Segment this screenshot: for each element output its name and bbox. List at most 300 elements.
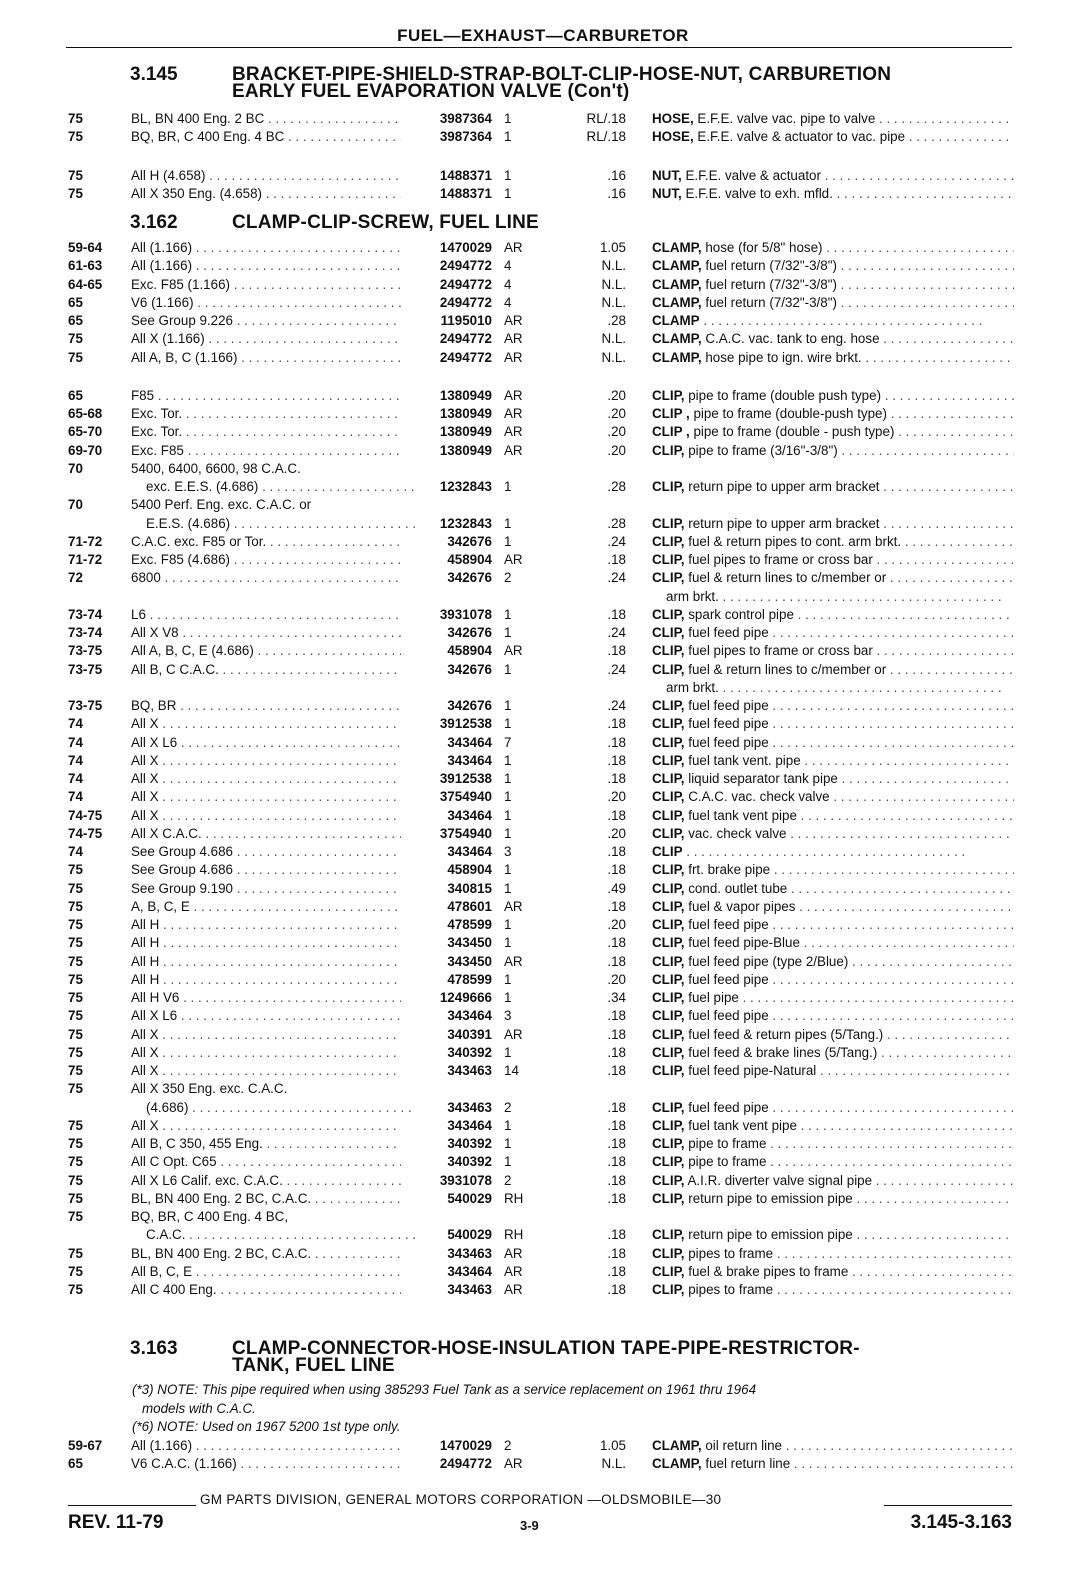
row-part-number: 1232843 [439, 479, 492, 494]
row-part-name: CLIP, [652, 771, 685, 786]
row-description-text: return pipe to upper arm bracket [688, 515, 880, 531]
row-part-name: CLIP, [652, 1099, 685, 1115]
row-quantity: 1 [504, 661, 512, 677]
row-part-name: HOSE, [652, 129, 694, 145]
row-quantity: 1 [504, 1044, 512, 1060]
row-description [652, 110, 1014, 128]
row-model: All X . . . [131, 752, 401, 770]
row-model: All B, C 350, 455 Eng. . . . [131, 1135, 401, 1153]
row-year: 59-67 [68, 1438, 103, 1453]
row-model: All A, B, C, E (4.686) . . . [131, 642, 401, 660]
row-description [652, 1135, 1014, 1153]
row-price: 1.05 [599, 240, 626, 255]
row-description-text: fuel return (7/32"-3/8") [705, 276, 837, 292]
row-description-text: C.A.C. vac. check valve [688, 789, 830, 805]
row-part-number: 1380949 [439, 442, 492, 458]
row-description-text: pipe to frame [688, 1136, 767, 1151]
row-part-name: CLIP, [652, 387, 685, 403]
table-row [0, 312, 1086, 330]
row-price: .18 [607, 1263, 626, 1279]
row-price: .18 [607, 643, 626, 659]
row-part-name: CLIP, [652, 533, 685, 549]
row-quantity: AR [504, 387, 523, 403]
table-row-continued-model [0, 460, 1086, 478]
row-quantity: 3 [504, 844, 512, 859]
table-row [0, 734, 1086, 752]
row-year: 75 [68, 167, 83, 183]
row-description [652, 953, 1014, 971]
table-row [0, 715, 1086, 733]
row-part-number: 1488371 [439, 185, 492, 201]
row-part-name: CLAMP, [652, 276, 702, 292]
row-price: .18 [607, 1245, 626, 1261]
table-row [0, 825, 1086, 843]
row-model: All H . . . [131, 934, 401, 952]
row-part-number: 343464 [447, 752, 492, 768]
row-model: All X . . . [131, 1026, 401, 1044]
row-part-name: CLAMP, [652, 258, 702, 274]
row-description-text: fuel feed & brake lines (5/Tang.) [688, 1044, 878, 1060]
row-price: .16 [607, 167, 626, 183]
row-part-name: CLIP, [652, 442, 685, 458]
row-description-text: return pipe to emission pipe [688, 1227, 853, 1243]
row-quantity: 1 [504, 625, 512, 640]
row-model: All C 400 Eng. . . . [131, 1281, 401, 1299]
row-year: 75 [68, 862, 83, 878]
row-part-number: 343463 [447, 1063, 492, 1078]
row-description-text: fuel return line [705, 1456, 791, 1472]
row-description [652, 1007, 1014, 1025]
table-row-continued-model [0, 1080, 1086, 1098]
row-part-number: 458904 [447, 643, 492, 659]
row-part-number: 343464 [447, 1263, 492, 1279]
row-model: 5400 Perf. Eng. exc. C.A.C. or [131, 497, 312, 513]
row-part-name: CLIP, [652, 552, 685, 567]
row-description [652, 752, 1014, 770]
row-description-text: A.I.R. diverter valve signal pipe [687, 1172, 873, 1188]
row-description [652, 330, 1014, 348]
row-year: 75 [68, 917, 83, 932]
row-part-number: 343464 [447, 807, 492, 823]
row-description-text: pipe to frame (3/16"-3/8") [688, 442, 838, 458]
row-part-number: 340392 [447, 1136, 492, 1151]
row-description-text: fuel & return lines to c/member or [688, 570, 887, 586]
row-part-name: CLIP, [652, 643, 685, 659]
row-part-number: 1470029 [439, 1438, 492, 1453]
row-year: 75 [68, 1190, 83, 1206]
row-description [652, 898, 1014, 916]
row-description [652, 442, 1014, 460]
row-part-number: 2494772 [439, 294, 492, 310]
row-description [652, 788, 1014, 806]
row-model: All X L6 . . . [131, 734, 401, 752]
row-quantity: 1 [504, 606, 512, 622]
table-row [0, 1437, 1086, 1455]
row-model: All X . . . [131, 788, 401, 806]
row-description [652, 1437, 1014, 1455]
section-number: 3.163 [130, 1338, 178, 1359]
row-part-name: CLIP, [652, 515, 685, 531]
row-description [652, 276, 1014, 294]
row-part-name: CLIP, [652, 1063, 685, 1078]
row-price: N.L. [601, 349, 626, 365]
table-row [0, 294, 1086, 312]
table-row [0, 898, 1086, 916]
row-model: See Group 4.686 . . . [131, 861, 401, 879]
row-quantity: RH [504, 1227, 524, 1243]
row-year: 75 [68, 1026, 83, 1042]
row-price: N.L. [601, 1456, 626, 1472]
row-part-number: 2494772 [439, 276, 492, 292]
row-year: 73-74 [68, 606, 103, 622]
row-description-text: return pipe to upper arm bracket [688, 479, 880, 494]
row-year: 74 [68, 716, 83, 732]
section-title: BRACKET-PIPE-SHIELD-STRAP-BOLT-CLIP-HOSE-NUT, CARBURETION [232, 64, 892, 85]
row-year: 65 [68, 313, 83, 328]
row-description-text: hose pipe to ign. wire brkt. [705, 349, 862, 365]
row-model: V6 (1.166) . . . [131, 294, 401, 312]
row-year: 65 [68, 1456, 83, 1472]
section-range: 3.145-3.163 [910, 1512, 1012, 1533]
row-part-number: 3754940 [439, 825, 492, 841]
row-price: .28 [607, 313, 626, 328]
row-price: .24 [607, 625, 626, 640]
row-model: F85 . . . [131, 387, 401, 405]
row-quantity: 2 [504, 1172, 512, 1188]
row-description-text: fuel feed pipe [688, 625, 769, 640]
table-row [0, 1099, 1086, 1117]
row-year: 75 [68, 331, 83, 347]
row-quantity: 7 [504, 734, 512, 750]
row-description [652, 1099, 1014, 1117]
row-part-number: 343463 [447, 1282, 492, 1297]
row-quantity: AR [504, 1263, 523, 1279]
row-part-number: 342676 [447, 533, 492, 549]
row-year: 75 [68, 971, 83, 987]
row-price: N.L. [601, 331, 626, 347]
table-row [0, 953, 1086, 971]
row-part-name: CLIP, [652, 825, 685, 841]
row-year: 73-75 [68, 698, 103, 713]
row-part-name: CLAMP, [652, 349, 702, 365]
table-row [0, 880, 1086, 898]
section-title: CLAMP-CLIP-SCREW, FUEL LINE [232, 212, 539, 233]
table-row [0, 1044, 1086, 1062]
row-price: .16 [607, 185, 626, 201]
row-price: .18 [607, 1136, 626, 1151]
row-quantity: 1 [504, 698, 512, 713]
row-model: All H . . . [131, 916, 401, 934]
row-year: 74-75 [68, 825, 103, 841]
row-model: See Group 4.686 . . . [131, 843, 401, 861]
row-part-number: 343464 [447, 734, 492, 750]
row-description [652, 423, 1014, 441]
row-part-name: CLIP [652, 844, 683, 859]
row-description [652, 1455, 1014, 1473]
row-description [652, 770, 1014, 788]
row-price: .18 [607, 1044, 626, 1060]
row-description [652, 1172, 1014, 1190]
row-description [652, 1117, 1014, 1135]
row-part-name: CLIP, [652, 1026, 685, 1042]
row-description [652, 257, 1014, 275]
row-description-text: fuel tank vent pipe [688, 807, 797, 823]
row-description [652, 1263, 1014, 1281]
row-description [652, 825, 1014, 843]
row-model: V6 C.A.C. (1.166) . . . [131, 1455, 401, 1473]
row-price: .24 [607, 661, 626, 677]
row-part-name: CLIP, [652, 698, 685, 713]
table-row [0, 110, 1086, 128]
row-part-number: 343463 [447, 1245, 492, 1261]
row-price: .18 [607, 1026, 626, 1042]
row-quantity: 1 [504, 185, 512, 201]
table-row [0, 185, 1086, 203]
row-model: All (1.166) . . . [131, 239, 401, 257]
row-part-name: CLAMP, [652, 294, 702, 310]
row-description [652, 861, 1014, 879]
row-quantity: 1 [504, 716, 512, 732]
row-description-text: fuel return (7/32"-3/8") [705, 294, 837, 310]
row-year: 75 [68, 990, 83, 1005]
row-part-number: 343464 [447, 1117, 492, 1133]
row-quantity: RH [504, 1190, 524, 1206]
row-model: L6 . . . [131, 606, 401, 624]
row-model: (4.686) . . . [146, 1099, 416, 1117]
row-price: .20 [607, 387, 626, 403]
row-model: All (1.166) . . . [131, 257, 401, 275]
row-part-number: 342676 [447, 661, 492, 677]
row-price: .18 [607, 552, 626, 567]
section-number: 3.145 [130, 64, 178, 85]
row-part-number: 343450 [447, 935, 492, 951]
row-price: .18 [607, 1063, 626, 1078]
row-quantity: 3 [504, 1008, 512, 1024]
footer-rule-left [68, 1505, 196, 1506]
row-year: 75 [68, 1044, 83, 1060]
row-description-text: fuel feed pipe [688, 917, 769, 932]
section-note: (*3) NOTE: This pipe required when using 385293 Fuel Tank as a service replacement on 1961 thru 1964 [132, 1382, 757, 1397]
row-part-name: CLIP, [652, 917, 685, 932]
row-quantity: AR [504, 349, 523, 365]
row-part-name: CLIP, [652, 479, 685, 494]
row-description [652, 642, 1014, 660]
row-part-name: CLIP, [652, 1172, 685, 1188]
row-price: .20 [607, 406, 626, 421]
table-row [0, 1281, 1086, 1299]
row-model: Exc. Tor. . . . [131, 423, 401, 441]
row-part-name: CLIP, [652, 971, 685, 987]
row-description-text: fuel tank vent. pipe [688, 752, 801, 768]
row-year: 74 [68, 844, 83, 859]
row-description-text: spark control pipe [688, 606, 794, 622]
row-part-name: NUT, [652, 167, 682, 183]
table-row [0, 405, 1086, 423]
table-row [0, 533, 1086, 551]
row-year: 65-70 [68, 424, 103, 440]
row-part-number: 3931078 [439, 606, 492, 622]
row-part-name: CLAMP [652, 313, 700, 328]
row-year: 70 [68, 497, 83, 513]
row-part-name: NUT, [652, 185, 682, 201]
table-row [0, 1153, 1086, 1171]
row-part-number: 340392 [447, 1154, 492, 1170]
row-quantity: AR [504, 240, 523, 255]
row-year: 73-75 [68, 643, 103, 659]
table-row [0, 167, 1086, 185]
row-description [652, 185, 1014, 203]
row-quantity: AR [504, 643, 523, 659]
row-part-name: CLIP, [652, 807, 685, 823]
table-row [0, 276, 1086, 294]
row-year: 70 [68, 460, 83, 476]
table-row [0, 349, 1086, 367]
section-title-continued: EARLY FUEL EVAPORATION VALVE (Con't) [232, 81, 630, 102]
row-part-number: 540029 [447, 1227, 492, 1243]
row-part-name: CLIP, [652, 1282, 685, 1297]
page-number: 3-9 [520, 1518, 539, 1533]
row-year: 75 [68, 1209, 83, 1224]
row-description [652, 934, 1014, 952]
row-price: N.L. [601, 276, 626, 292]
row-model: BQ, BR, C 400 Eng. 4 BC . . . [131, 128, 401, 146]
row-part-number: 1380949 [439, 406, 492, 421]
row-price: .18 [607, 844, 626, 859]
row-year: 75 [68, 1063, 83, 1078]
row-year: 74 [68, 771, 83, 786]
row-description-text: fuel return (7/32"-3/8") [705, 258, 837, 274]
row-model: All X (1.166) . . . [131, 330, 401, 348]
row-description-text: hose (for 5/8" hose) [705, 240, 823, 255]
row-quantity: 2 [504, 1099, 512, 1115]
row-description [652, 167, 1014, 185]
row-part-name: CLAMP, [652, 331, 702, 347]
row-year: 75 [68, 1154, 83, 1170]
table-row [0, 1007, 1086, 1025]
row-quantity: 1 [504, 935, 512, 951]
table-row [0, 661, 1086, 679]
row-part-name: CLAMP, [652, 240, 702, 255]
row-quantity: 2 [504, 570, 512, 586]
row-quantity: 1 [504, 862, 512, 878]
row-model: All X L6 . . . [131, 1007, 401, 1025]
row-year: 75 [68, 935, 83, 951]
row-description-continued: arm brkt. . . . [666, 588, 1028, 606]
row-quantity: AR [504, 406, 523, 421]
row-description-text: vac. check valve [688, 825, 787, 841]
row-part-number: 478601 [447, 898, 492, 914]
row-description-text: pipe to frame (double push type) [688, 387, 882, 403]
row-quantity: 4 [504, 276, 512, 292]
row-description-text: fuel feed pipe [688, 734, 769, 750]
row-model: All H . . . [131, 953, 401, 971]
row-part-name: CLIP, [652, 898, 685, 914]
table-row [0, 916, 1086, 934]
row-price: .18 [607, 1172, 626, 1188]
row-part-number: 3754940 [439, 789, 492, 805]
table-row [0, 128, 1086, 146]
row-quantity: 1 [504, 1117, 512, 1133]
row-quantity: 1 [504, 771, 512, 786]
row-year: 69-70 [68, 442, 103, 458]
row-description [652, 515, 1014, 533]
row-description-text: pipes to frame [688, 1245, 774, 1261]
row-part-name: CLIP, [652, 1154, 685, 1170]
table-row [0, 770, 1086, 788]
row-year: 65-68 [68, 406, 103, 421]
row-part-name: CLIP, [652, 752, 685, 768]
row-quantity: 1 [504, 1136, 512, 1151]
row-part-name: CLIP , [652, 406, 690, 421]
row-model: All C Opt. C65 . . . [131, 1153, 401, 1171]
table-row [0, 1117, 1086, 1135]
row-year: 75 [68, 1282, 83, 1297]
row-price: .24 [607, 570, 626, 586]
row-description-text: fuel feed pipe [688, 698, 769, 713]
row-description [652, 661, 1014, 679]
row-part-number: 1380949 [439, 387, 492, 403]
row-description [652, 843, 1014, 861]
section-number: 3.162 [130, 212, 178, 233]
row-model: Exc. F85 (4.686) . . . [131, 551, 401, 569]
row-quantity: 1 [504, 971, 512, 987]
row-description [652, 128, 1014, 146]
row-price: .28 [607, 515, 626, 531]
row-year: 75 [68, 953, 83, 969]
row-part-number: 3987364 [439, 111, 492, 126]
row-model: All X . . . [131, 1117, 401, 1135]
row-description-text: fuel tank vent pipe [688, 1117, 797, 1133]
row-price: .18 [607, 898, 626, 914]
table-row [0, 1226, 1086, 1244]
row-model: Exc. F85 (1.166) . . . [131, 276, 401, 294]
row-part-number: 2494772 [439, 349, 492, 365]
row-part-name: CLIP, [652, 716, 685, 732]
row-quantity: 1 [504, 880, 512, 896]
row-quantity: AR [504, 442, 523, 458]
table-row [0, 442, 1086, 460]
row-part-name: CLIP , [652, 424, 690, 440]
row-part-number: 343463 [447, 1099, 492, 1115]
table-row [0, 551, 1086, 569]
table-row-continued-description [0, 588, 1086, 606]
row-model: BL, BN 400 Eng. 2 BC, C.A.C. . . . [131, 1190, 401, 1208]
row-description-text: cond. outlet tube [688, 880, 788, 896]
table-row [0, 387, 1086, 405]
row-description-text: fuel feed pipe-Natural [688, 1063, 817, 1078]
row-model: BL, BN 400 Eng. 2 BC, C.A.C. . . . [131, 1245, 401, 1263]
table-row [0, 1062, 1086, 1080]
table-row [0, 1172, 1086, 1190]
table-row [0, 624, 1086, 642]
row-quantity: AR [504, 1456, 523, 1472]
row-part-name: CLAMP, [652, 1438, 702, 1453]
row-quantity: AR [504, 953, 523, 969]
row-price: .24 [607, 533, 626, 549]
row-model: BL, BN 400 Eng. 2 BC . . . [131, 110, 401, 128]
section-title: CLAMP-CONNECTOR-HOSE-INSULATION TAPE-PIPE-RESTRICTOR- [232, 1338, 860, 1359]
row-quantity: 1 [504, 479, 512, 494]
row-description-continued: arm brkt. . . . [666, 679, 1028, 697]
row-model: All X . . . [131, 770, 401, 788]
row-description [652, 569, 1014, 587]
row-description [652, 1281, 1014, 1299]
table-row [0, 239, 1086, 257]
row-description-text: fuel & return lines to c/member or [688, 661, 887, 677]
row-description-text: fuel & vapor pipes [688, 898, 796, 914]
row-price: .34 [607, 990, 626, 1005]
row-model: All H . . . [131, 971, 401, 989]
